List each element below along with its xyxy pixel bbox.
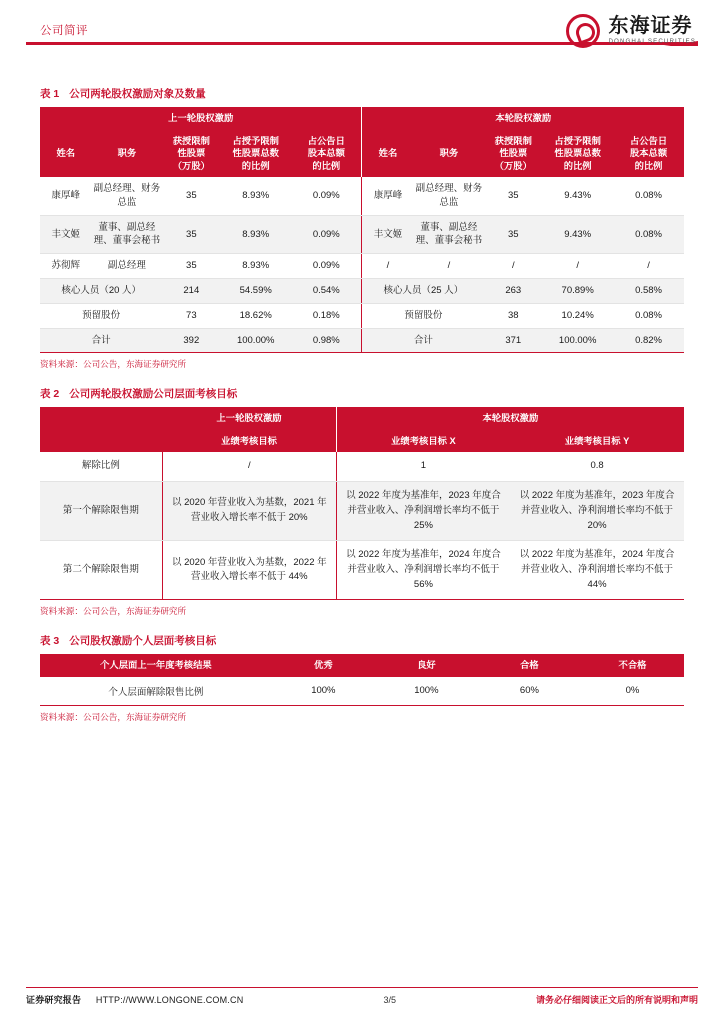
cell: 0.09% [291, 215, 362, 254]
cell: / [413, 254, 484, 279]
table1-title: 公司两轮股权激励对象及数量 [69, 88, 206, 100]
cell: 73 [162, 303, 220, 328]
table2-subheader-row [40, 430, 684, 453]
table3-column-row [40, 654, 684, 677]
cell: 核心人员（20 人） [40, 279, 162, 304]
table2-body [40, 452, 684, 600]
cell: 预留股份 [40, 303, 162, 328]
table3-title: 公司股权激励个人层面考核目标 [69, 635, 217, 648]
table3-source: 资料来源：公司公告，东海证券研究所 [40, 711, 187, 722]
table-row [40, 452, 684, 481]
row-label: 第二个解除限售期 [40, 541, 162, 600]
table-row [40, 303, 684, 328]
table1-number: 表 1 [40, 88, 60, 100]
table1-head [40, 107, 684, 177]
cell: 丰文姬 [40, 215, 92, 254]
logo-name-cn: 东海证券 [608, 15, 693, 38]
table1-col-ratio1-l: 占授予限制 性股票总数 的比例 [220, 130, 291, 178]
cell: 以 2022 年度为基准年，2024 年度合并营业收入、净利润增长率均不低于 44% [510, 541, 684, 600]
cell: 0.09% [291, 254, 362, 279]
cell: 35 [162, 254, 220, 279]
cell: 以 2020 年营业收入为基数，2022 年营业收入增长率不低于 44% [162, 541, 336, 600]
cell: / [362, 254, 414, 279]
table2-sub-2: 业绩考核目标 Y [510, 430, 684, 453]
cell: 1 [336, 452, 510, 481]
cell: / [484, 254, 542, 279]
table1-col-shares-r: 获授限制 性股票 （万股） [484, 130, 542, 178]
table1-caption [40, 86, 684, 101]
row-label: 个人层面解除限售比例 [40, 677, 272, 706]
cell: 10.24% [542, 303, 613, 328]
cell: / [162, 452, 336, 481]
footer-left [26, 993, 243, 1006]
cell: 副总经理 [92, 254, 163, 279]
footer-url: HTTP://WWW.LONGONE.COM.CN [95, 995, 244, 1005]
cell: 董事、副总经理、董事会秘书 [92, 215, 163, 254]
cell: / [542, 254, 613, 279]
cell: 60% [478, 677, 581, 706]
cell: 35 [484, 215, 542, 254]
cell: / [613, 254, 684, 279]
table-row-total [40, 328, 684, 353]
logo-name-en: DONGHAI SECURITIES [608, 38, 696, 46]
cell: 0.8 [510, 452, 684, 481]
cell: 合计 [362, 328, 484, 353]
table1-body [40, 177, 684, 353]
table2-sub-0: 业绩考核目标 [162, 430, 336, 453]
cell: 38 [484, 303, 542, 328]
table1-col-title-r: 职务 [413, 130, 484, 178]
cell: 100.00% [220, 328, 291, 353]
cell: 9.43% [542, 215, 613, 254]
table2-group-row [40, 407, 684, 430]
table3-body [40, 677, 684, 706]
cell: 9.43% [542, 177, 613, 215]
table3 [40, 654, 684, 706]
cell: 8.93% [220, 215, 291, 254]
table3-col-1: 优秀 [272, 654, 375, 677]
page-footer [26, 987, 698, 1006]
cell: 371 [484, 328, 542, 353]
table1-group-right: 本轮股权激励 [362, 107, 684, 130]
table-row [40, 279, 684, 304]
table-row [40, 254, 684, 279]
footer-doc-type: 证券研究报告 [26, 995, 82, 1005]
cell: 副总经理、财务总监 [92, 177, 163, 215]
table1-col-ratio2-l: 占公告日 股本总额 的比例 [291, 130, 362, 178]
cell: 35 [162, 215, 220, 254]
table1-col-name-r: 姓名 [362, 130, 414, 178]
table1-source: 资料来源：公司公告，东海证券研究所 [40, 359, 187, 370]
cell: 0.18% [291, 303, 362, 328]
table2-source: 资料来源：公司公告，东海证券研究所 [40, 606, 187, 617]
cell: 以 2022 年度为基准年，2023 年度合并营业收入、净利润增长率均不低于 20% [510, 482, 684, 541]
cell: 核心人员（25 人） [362, 279, 484, 304]
company-logo [566, 14, 696, 48]
table3-col-0: 个人层面上一年度考核结果 [40, 654, 272, 677]
table2-corner-2 [40, 430, 162, 453]
table2-title: 公司两轮股权激励公司层面考核目标 [69, 388, 238, 401]
page-content [0, 66, 724, 725]
table1-group-row [40, 107, 684, 130]
cell: 392 [162, 328, 220, 353]
cell: 董事、副总经理、董事会秘书 [413, 215, 484, 254]
cell: 35 [484, 177, 542, 215]
cell: 70.89% [542, 279, 613, 304]
table1-group-left: 上一轮股权激励 [40, 107, 362, 130]
table-row [40, 177, 684, 215]
cell: 副总经理、财务总监 [413, 177, 484, 215]
row-label: 第一个解除限售期 [40, 482, 162, 541]
cell: 0% [581, 677, 684, 706]
cell: 35 [162, 177, 220, 215]
row-label: 解除比例 [40, 452, 162, 481]
table3-number: 表 3 [40, 635, 60, 648]
table3-col-2: 良好 [375, 654, 478, 677]
cell: 0.09% [291, 177, 362, 215]
cell: 54.59% [220, 279, 291, 304]
table2-number: 表 2 [40, 388, 60, 401]
cell: 合计 [40, 328, 162, 353]
cell: 预留股份 [362, 303, 484, 328]
table2 [40, 407, 684, 600]
table1-col-ratio1-r: 占授予限制 性股票总数 的比例 [542, 130, 613, 178]
table1-col-ratio2-r: 占公告日 股本总额 的比例 [613, 130, 684, 178]
table-row [40, 541, 684, 600]
table2-group-left: 上一轮股权激励 [162, 407, 336, 430]
table2-head [40, 407, 684, 452]
footer-disclaimer: 请务必仔细阅读正文后的所有说明和声明 [535, 995, 698, 1005]
table3-col-3: 合格 [478, 654, 581, 677]
cell: 100.00% [542, 328, 613, 353]
table3-col-4: 不合格 [581, 654, 684, 677]
cell: 263 [484, 279, 542, 304]
cell: 康厚峰 [362, 177, 414, 215]
cell: 18.62% [220, 303, 291, 328]
cell: 苏彻辉 [40, 254, 92, 279]
table3-head [40, 654, 684, 677]
footer-rule [26, 987, 698, 988]
cell: 0.58% [613, 279, 684, 304]
table1-column-row [40, 130, 684, 178]
logo-mark-icon [566, 14, 600, 48]
cell: 以 2022 年度为基准年，2024 年度合并营业收入、净利润增长率均不低于 56% [336, 541, 510, 600]
cell: 0.08% [613, 215, 684, 254]
cell: 以 2022 年度为基准年，2023 年度合并营业收入、净利润增长率均不低于 25% [336, 482, 510, 541]
cell: 以 2020 年营业收入为基数，2021 年营业收入增长率不低于 20% [162, 482, 336, 541]
cell: 100% [272, 677, 375, 706]
table1 [40, 107, 684, 353]
table2-caption [40, 386, 684, 401]
table-row [40, 677, 684, 706]
logo-text [608, 16, 696, 46]
page-header [0, 0, 724, 66]
footer-row [26, 993, 698, 1006]
table2-group-right: 本轮股权激励 [336, 407, 684, 430]
table1-col-shares-l: 获授限制 性股票 （万股） [162, 130, 220, 178]
footer-page-number: 3/5 [383, 994, 396, 1005]
cell: 丰文姬 [362, 215, 414, 254]
table3-caption [40, 633, 684, 648]
cell: 100% [375, 677, 478, 706]
cell: 214 [162, 279, 220, 304]
table2-sub-1: 业绩考核目标 X [336, 430, 510, 453]
table2-corner [40, 407, 162, 430]
table-row [40, 215, 684, 254]
table1-col-title-l: 职务 [92, 130, 163, 178]
table-row [40, 482, 684, 541]
table1-col-name-l: 姓名 [40, 130, 92, 178]
cell: 康厚峰 [40, 177, 92, 215]
report-category-label: 公司简评 [40, 25, 88, 37]
cell: 0.98% [291, 328, 362, 353]
cell: 8.93% [220, 254, 291, 279]
cell: 0.08% [613, 303, 684, 328]
cell: 0.82% [613, 328, 684, 353]
cell: 0.54% [291, 279, 362, 304]
cell: 0.08% [613, 177, 684, 215]
cell: 8.93% [220, 177, 291, 215]
